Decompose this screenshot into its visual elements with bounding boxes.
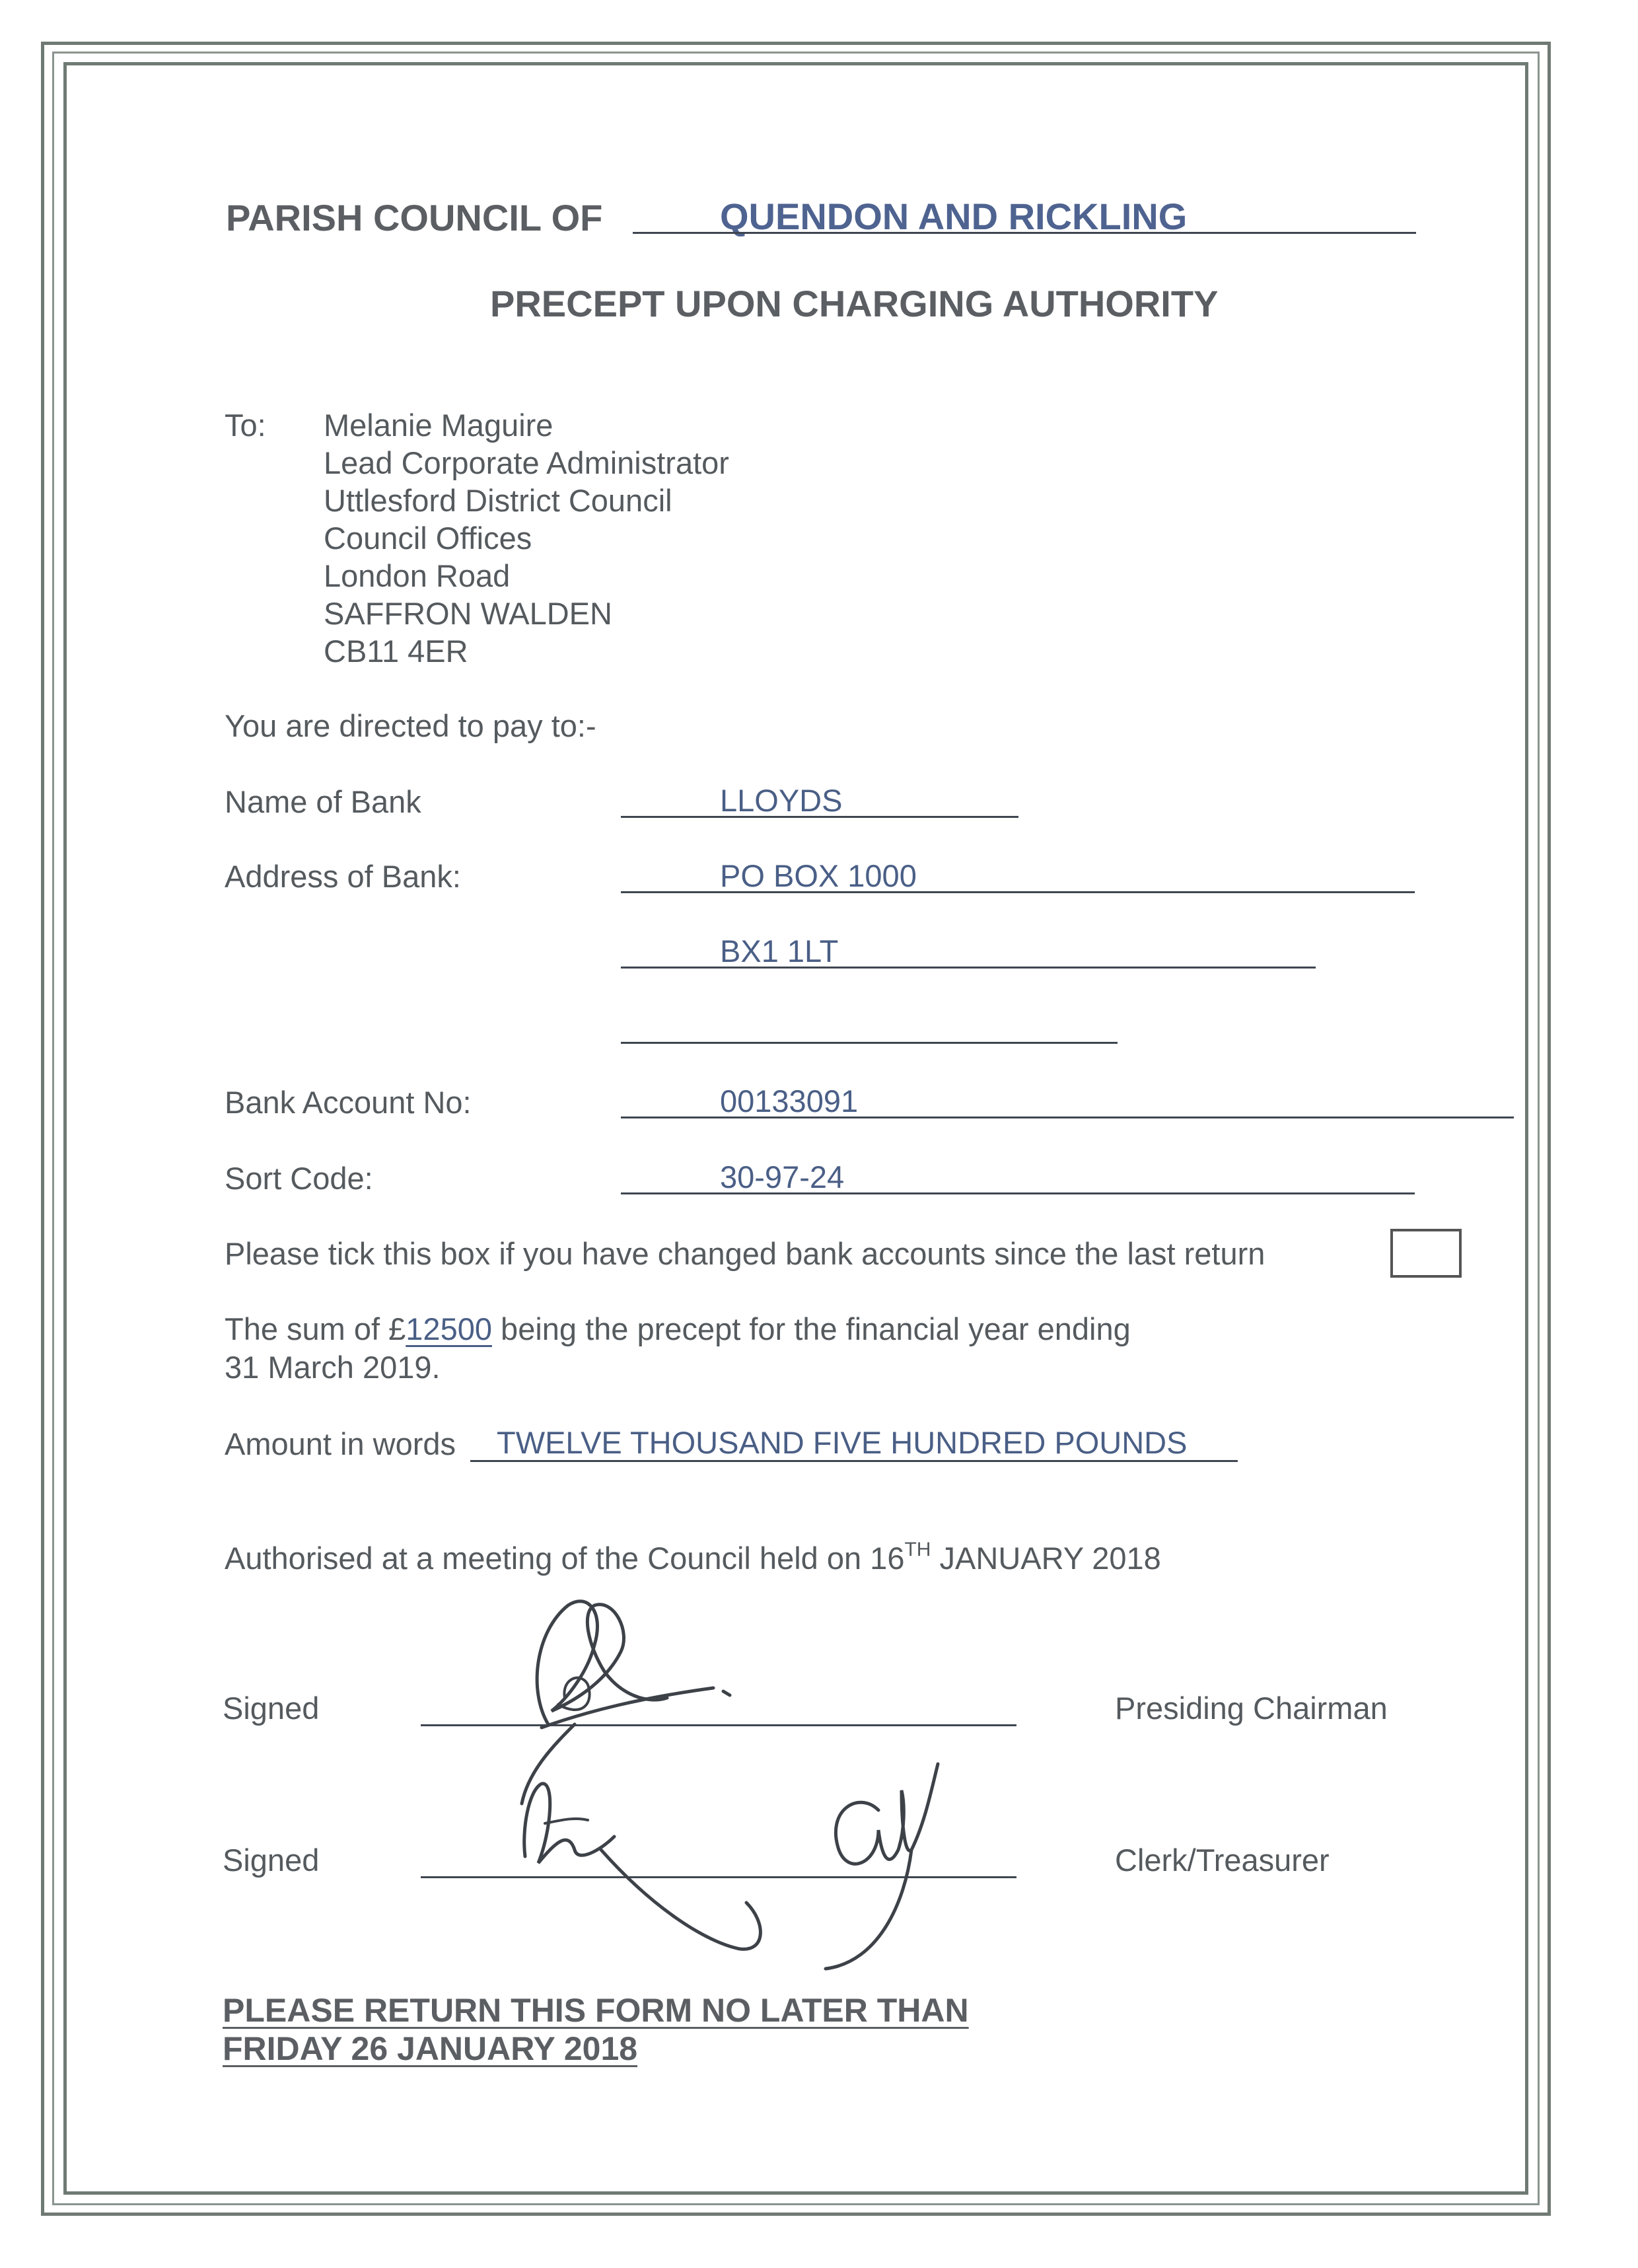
bank-address-line3-rule (621, 1042, 1118, 1044)
authorisation-suffix: JANUARY 2018 (931, 1541, 1161, 1576)
sort-code-label: Sort Code: (225, 1161, 373, 1196)
clerk-signed-label: Signed (223, 1843, 320, 1878)
bank-address-line2-rule (621, 967, 1316, 969)
changed-account-checkbox[interactable] (1390, 1229, 1462, 1278)
clerk-signature-drawing (509, 1751, 984, 1982)
chairman-signed-label: Signed (223, 1691, 320, 1726)
tick-instruction: Please tick this box if you have changed bank accounts since the last return (225, 1236, 1265, 1271)
pay-directive: You are directed to pay to:- (225, 708, 596, 743)
authorisation-statement (225, 1539, 1161, 1576)
parish-name-line (633, 232, 1416, 234)
financial-year-end: 31 March 2019. (225, 1350, 441, 1385)
sort-code-value: 30-97-24 (720, 1159, 845, 1194)
clerk-role: Clerk/Treasurer (1115, 1843, 1330, 1878)
bank-address-line1: PO BOX 1000 (720, 858, 917, 893)
form-subtitle: PRECEPT UPON CHARGING AUTHORITY (490, 283, 1219, 324)
account-line (621, 1116, 1514, 1118)
sum-amount: 12500 (406, 1311, 492, 1346)
return-deadline-line2: FRIDAY 26 JANUARY 2018 (223, 2030, 638, 2067)
bank-name-value: LLOYDS (720, 783, 843, 818)
bank-name-label: Name of Bank (225, 784, 421, 819)
amount-words-label: Amount in words (225, 1426, 456, 1461)
account-label: Bank Account No: (225, 1085, 472, 1120)
authorisation-ordinal: TH (904, 1539, 931, 1560)
sum-prefix: The sum of £ (225, 1311, 406, 1346)
sort-code-line (621, 1192, 1415, 1194)
amount-words-value: TWELVE THOUSAND FIVE HUNDRED POUNDS (497, 1425, 1188, 1460)
authorisation-prefix: Authorised at a meeting of the Council held on 16 (225, 1541, 905, 1576)
bank-address-line2: BX1 1LT (720, 933, 839, 969)
addressee-line: SAFFRON WALDEN (324, 596, 612, 631)
addressee-line: London Road (324, 558, 511, 593)
bank-address-line1-rule (621, 891, 1415, 893)
chairman-role: Presiding Chairman (1115, 1691, 1388, 1726)
amount-words-line (470, 1460, 1238, 1462)
return-deadline-line1: PLEASE RETURN THIS FORM NO LATER THAN (223, 1992, 969, 2029)
bank-address-label: Address of Bank: (225, 859, 461, 894)
addressee-line: CB11 4ER (324, 634, 468, 669)
sum-suffix: being the precept for the financial year ending (492, 1311, 1131, 1346)
addressee-line: Uttlesford District Council (324, 483, 672, 518)
addressee-line: Council Offices (324, 521, 532, 556)
account-value: 00133091 (720, 1083, 859, 1118)
sum-statement (225, 1313, 1131, 1344)
parish-name: QUENDON AND RICKLING (720, 196, 1188, 237)
council-prefix: PARISH COUNCIL OF (226, 197, 603, 238)
to-label: To: (225, 408, 266, 443)
addressee-line: Lead Corporate Administrator (324, 445, 729, 480)
bank-name-line (621, 816, 1018, 818)
addressee-line: Melanie Maguire (324, 408, 553, 443)
